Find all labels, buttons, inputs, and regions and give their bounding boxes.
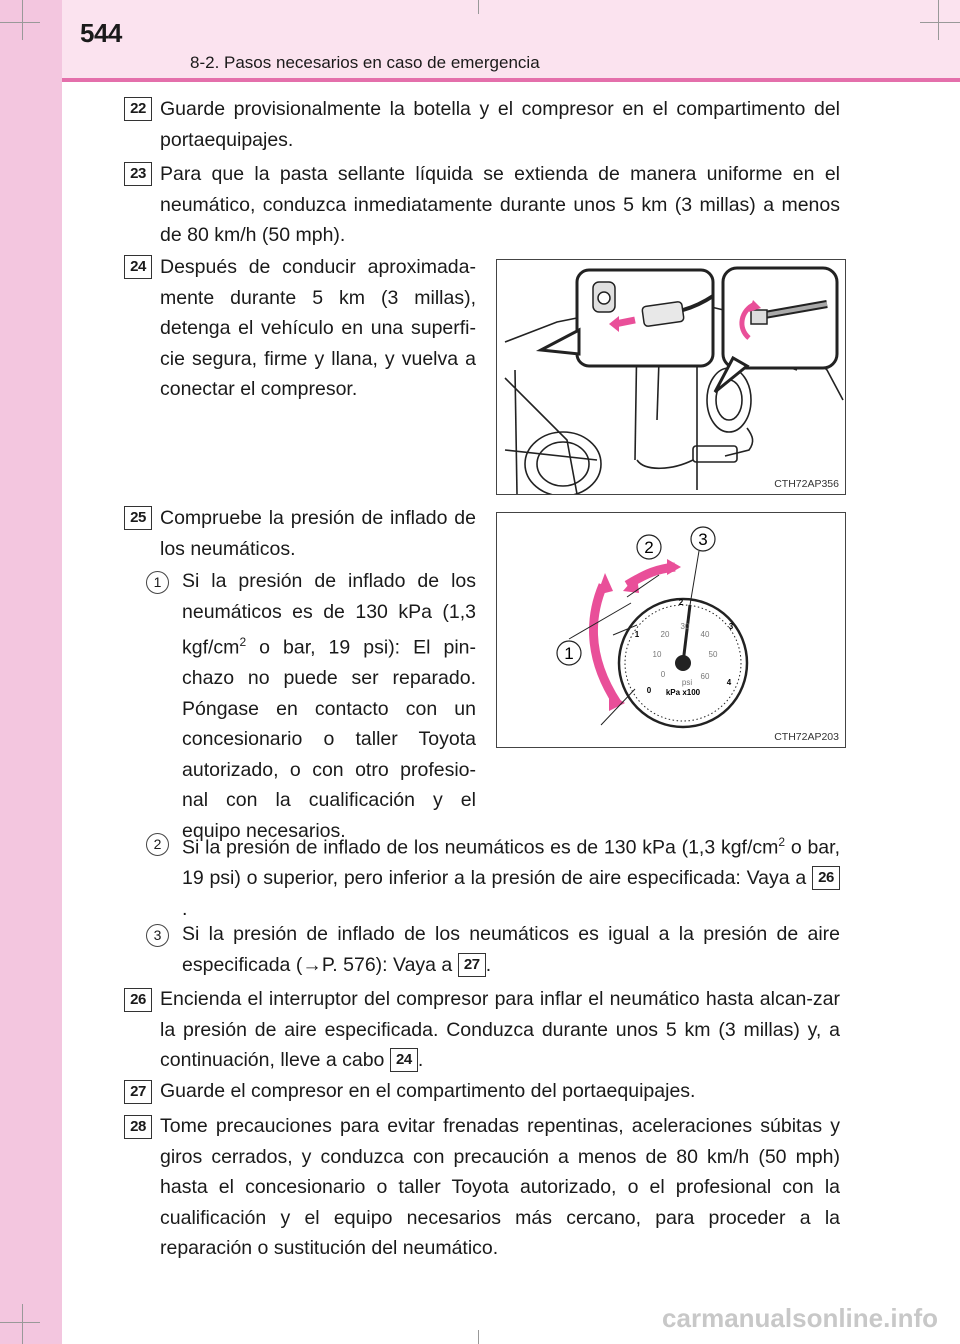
callout-3: 3 (698, 530, 708, 549)
step-22-text: Guarde provisionalmente la botella y el compresor en el compartimento del portaequipajes. (160, 98, 840, 151)
chapter-title: 8-2. Pasos necesarios en caso de emergencia (190, 53, 540, 72)
substep-2-text: Si la presión de inflado de los neumáticos es de 130 kPa (1,3 kgf/$cm^2$ o bar, 19 psi) o superior, pero inferior a la presión de aire especificada: Vaya a 26. (182, 835, 840, 920)
substep-1-text: Si la presión de inflado de los neumáticos es de 130 kPa (1,3 kgf/$cm^2$ o bar, 19 psi): El pin-chazo no puede ser reparado. Póngase en contacto con un concesionario o taller Toyota autorizado, o con otro profesio-nal con la cualificación y el equipo necesarios. (182, 570, 476, 842)
crop-mark (0, 22, 40, 23)
psi-tick-0: 0 (660, 670, 666, 679)
crop-mark (22, 1304, 23, 1344)
crop-mark (478, 0, 479, 14)
step-24-text: Después de conducir aproximada-mente durante 5 km (3 millas), detenga el vehículo en una superfi-cie segura, firme y llana, y vuelva a conectar el compresor. (160, 256, 476, 400)
psi-tick-10: 10 (652, 650, 662, 659)
step-23-text: Para que la pasta sellante líquida se extienda de manera uniforme en el neumático, conduzca inmediatamente durante unos 5 km (3 millas) a menos de 80 km/h (50 mph). (160, 163, 840, 246)
step-25-text: Compruebe la presión de inflado de los neumáticos. (160, 507, 476, 560)
unit-kpa: kPa x100 (665, 688, 701, 697)
kpa-tick-1: 1 (634, 630, 640, 639)
figure-compressor-reconnect (496, 259, 846, 495)
figure-pressure-gauge (496, 512, 846, 748)
step-26-text: Encienda el interruptor del compresor para inflar el neumático hasta alcan-zar la presión de aire especificada. Conduzca durante unos 5 km (3 millas) y, a continuación, lleve a cabo 24 . (160, 988, 840, 1071)
crop-mark (938, 0, 939, 40)
figure-code: CTH72AP203 (774, 731, 839, 743)
step-tag-28: 28 (124, 1115, 152, 1139)
compressor-illustration (497, 260, 845, 494)
psi-tick-40: 40 (700, 630, 710, 639)
watermark: carmanualsonline.info (662, 1303, 938, 1333)
substep-number-2: 2 (146, 833, 169, 856)
crop-mark (0, 1322, 40, 1323)
substep-number-1: 1 (146, 571, 169, 594)
step-tag-23: 23 (124, 162, 152, 186)
substep-number-3: 3 (146, 924, 169, 947)
kpa-tick-2: 2 (678, 598, 684, 607)
kpa-tick-4: 4 (726, 678, 732, 687)
kpa-tick-0: 0 (646, 686, 652, 695)
step-tag-24: 24 (124, 255, 152, 279)
callout-1: 1 (564, 644, 574, 663)
crop-mark (478, 1330, 479, 1344)
substep-3-text: Si la presión de inflado de los neumáticos es igual a la presión de aire especificada (→P. 576): Vaya a 27 . (182, 923, 840, 976)
crop-mark (22, 0, 23, 40)
step-ref-24[interactable]: 24 (390, 1048, 418, 1072)
step-ref-26[interactable]: 26 (812, 866, 840, 890)
step-tag-26: 26 (124, 988, 152, 1012)
psi-tick-30: 30 (680, 622, 690, 631)
psi-tick-60: 60 (700, 672, 710, 681)
step-ref-27[interactable]: 27 (458, 953, 486, 977)
figure-code: CTH72AP356 (774, 478, 839, 490)
unit-psi: psi (681, 678, 693, 687)
step-tag-25: 25 (124, 506, 152, 530)
page-sidebar (0, 0, 62, 1344)
kpa-tick-3: 3 (728, 622, 734, 631)
header-rule (62, 78, 960, 82)
page-number: 544 (80, 18, 122, 48)
callout-2: 2 (644, 538, 654, 557)
crop-mark (920, 22, 960, 23)
step-tag-27: 27 (124, 1080, 152, 1104)
step-tag-22: 22 (124, 97, 152, 121)
step-28-text: Tome precauciones para evitar frenadas repentinas, aceleraciones súbitas y giros cerrados, y conduzca con precaución a menos de 80 km/h (50 mph) hasta el concesionario o taller Toyota autorizado, o el profesional con la cualificación y el equipo necesarios más cercano, para proceder a la reparación o sustitución del neumático. (160, 1115, 840, 1259)
psi-tick-50: 50 (708, 650, 718, 659)
psi-tick-20: 20 (660, 630, 670, 639)
step-27-text: Guarde el compresor en el compartimento del portaequipajes. (160, 1080, 696, 1102)
gauge-illustration (497, 513, 845, 747)
